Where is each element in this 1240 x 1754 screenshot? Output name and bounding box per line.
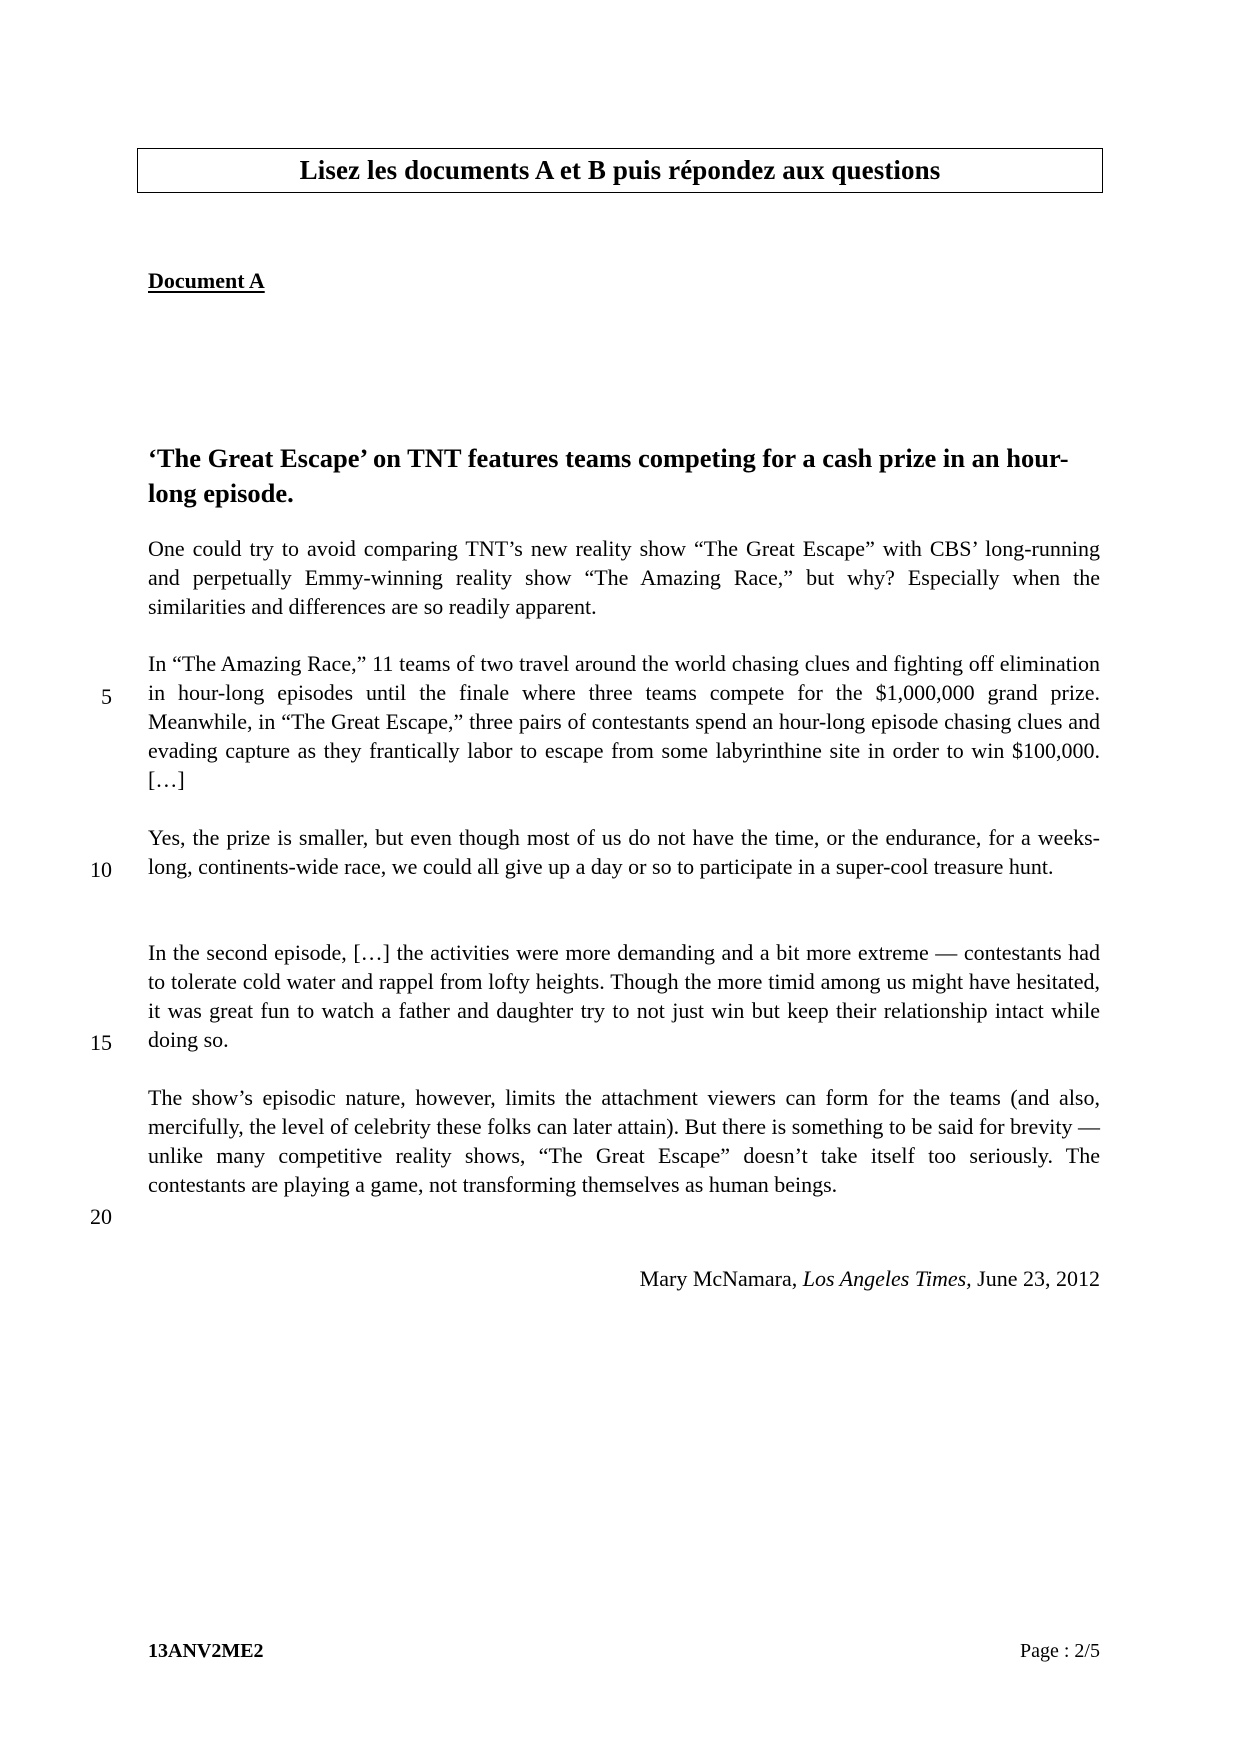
paragraph-1: One could try to avoid comparing TNT’s new reality show “The Great Escape” with CBS’ long-running and perpetually Emmy-winning reality show “The Amazing Race,” but why? Especially when the similarities and differences are so readily apparent. <box>148 536 1100 619</box>
article-headline: ‘The Great Escape’ on TNT features teams competing for a cash prize in an hour-long episode. <box>148 443 1069 508</box>
document-label: Document A <box>148 268 265 293</box>
instruction-text: Lisez les documents A et B puis répondez aux questions <box>299 155 941 185</box>
line-number-20: 20 <box>90 1204 112 1229</box>
paragraph-2: In “The Amazing Race,” 11 teams of two travel around the world chasing clues and fighting off elimination in hour-long episodes until the finale where three teams compete for the $1,000,000 grand prize. Meanwhile, in “The Great Escape,” three pairs of contestants spend an hour-long episode chasing clues and evading capture as they frantically labor to escape from some labyrinthine site in order to win $100,000. […] <box>148 651 1100 792</box>
line-number-10: 10 <box>90 857 112 882</box>
footer-page-number: Page : 2/5 <box>1020 1640 1100 1662</box>
instruction-box <box>137 148 1103 193</box>
line-number-15: 15 <box>90 1030 112 1055</box>
attribution-publication: Los Angeles Times, <box>802 1266 972 1291</box>
footer-code: 13ANV2ME2 <box>148 1640 264 1662</box>
attribution <box>640 1264 1100 1293</box>
paragraph-5: The show’s episodic nature, however, limits the attachment viewers can form for the teams (and also, mercifully, the level of celebrity these folks can later attain). But there is something to be said for brevity — unlike many competitive reality shows, “The Great Escape” doesn’t take itself too seriously. The contestants are playing a game, not transforming themselves as human beings. <box>148 1085 1100 1197</box>
attribution-author: Mary McNamara, <box>639 1266 798 1291</box>
attribution-date: June 23, 2012 <box>977 1266 1100 1291</box>
paragraph-4: In the second episode, […] the activities were more demanding and a bit more extreme — contestants had to tolerate cold water and rappel from lofty heights. Though the more timid among us might have hesitated, it was great fun to watch a father and daughter try to not just win but keep their relationship intact while doing so. <box>148 940 1100 1052</box>
paragraph-3: Yes, the prize is smaller, but even though most of us do not have the time, or the endurance, for a weeks-long, continents-wide race, we could all give up a day or so to participate in a super-cool treasure hunt. <box>148 825 1100 879</box>
line-number-5: 5 <box>101 684 112 709</box>
